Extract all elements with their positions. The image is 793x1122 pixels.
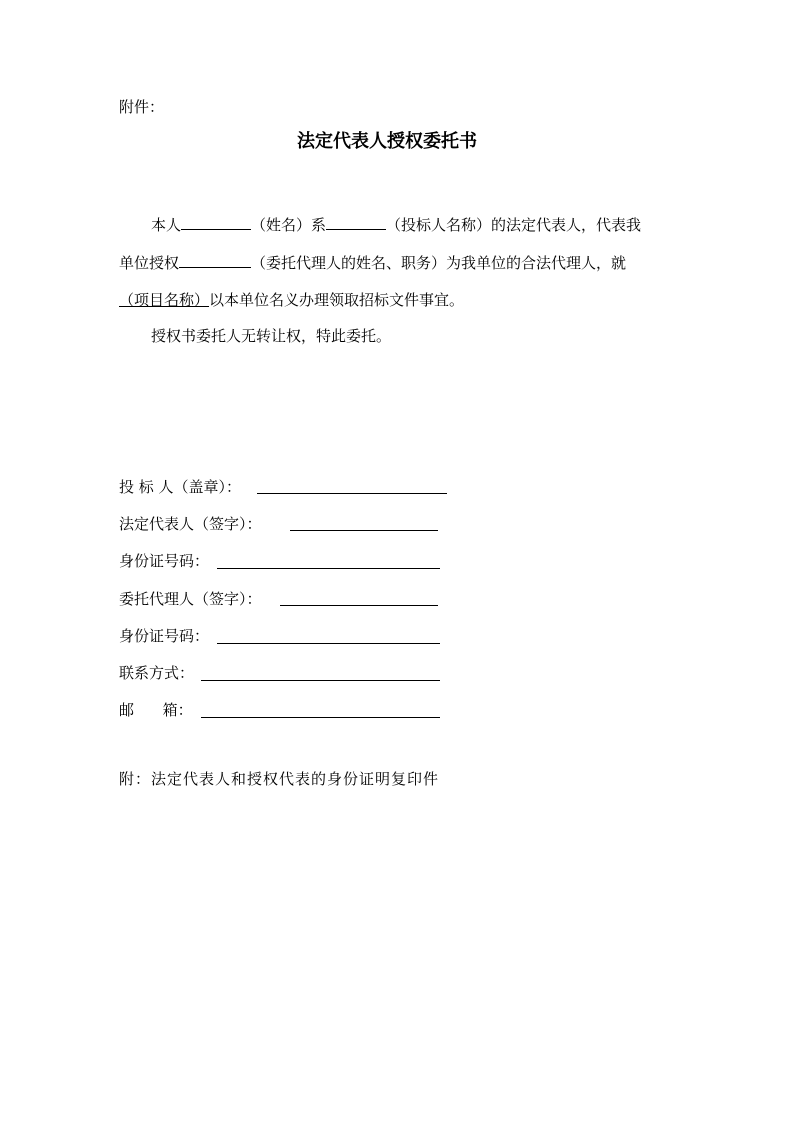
bidder-name-blank[interactable] xyxy=(326,215,386,230)
id-number-label-1: 身份证号码： xyxy=(119,552,210,570)
project-name-field[interactable]: （项目名称） xyxy=(119,291,210,309)
attachment-label: 附件： xyxy=(119,98,165,116)
email-label: 邮 箱： xyxy=(119,701,193,719)
document-title: 法定代表人授权委托书 xyxy=(297,131,477,152)
p3-text-b: 以本单位名义办理领取招标文件事宜。 xyxy=(209,291,465,309)
footer-note: 附：法定代表人和授权代表的身份证明复印件 xyxy=(119,770,440,788)
paragraph-1 xyxy=(151,215,641,234)
contact-line[interactable] xyxy=(201,680,440,681)
paragraph-2 xyxy=(119,253,626,272)
id-number-line-2[interactable] xyxy=(217,643,440,644)
bidder-seal-label: 投 标 人（盖章）： xyxy=(119,478,242,496)
p1-text-b: （姓名）系 xyxy=(251,216,327,234)
name-blank[interactable] xyxy=(181,215,251,230)
agent-signature-label: 委托代理人（签字）： xyxy=(119,590,262,608)
p2-text-a: 单位授权 xyxy=(119,254,180,272)
id-number-label-2: 身份证号码： xyxy=(119,627,210,645)
p1-text-a: 本人 xyxy=(151,216,182,234)
id-number-line-1[interactable] xyxy=(217,568,440,569)
legal-rep-signature-label: 法定代表人（签字）： xyxy=(119,515,262,533)
p2-text-b: （委托代理人的姓名、职务）为我单位的合法代理人，就 xyxy=(251,254,627,272)
paragraph-4: 授权书委托人无转让权，特此委托。 xyxy=(151,327,392,345)
p1-text-c: （投标人名称）的法定代表人，代表我 xyxy=(386,216,642,234)
agent-blank[interactable] xyxy=(179,253,251,268)
agent-signature-line[interactable] xyxy=(280,605,438,606)
bidder-seal-line[interactable] xyxy=(257,493,447,494)
paragraph-3 xyxy=(119,291,464,309)
email-line[interactable] xyxy=(201,717,440,718)
legal-rep-signature-line[interactable] xyxy=(290,530,438,531)
contact-label: 联系方式： xyxy=(119,664,195,682)
